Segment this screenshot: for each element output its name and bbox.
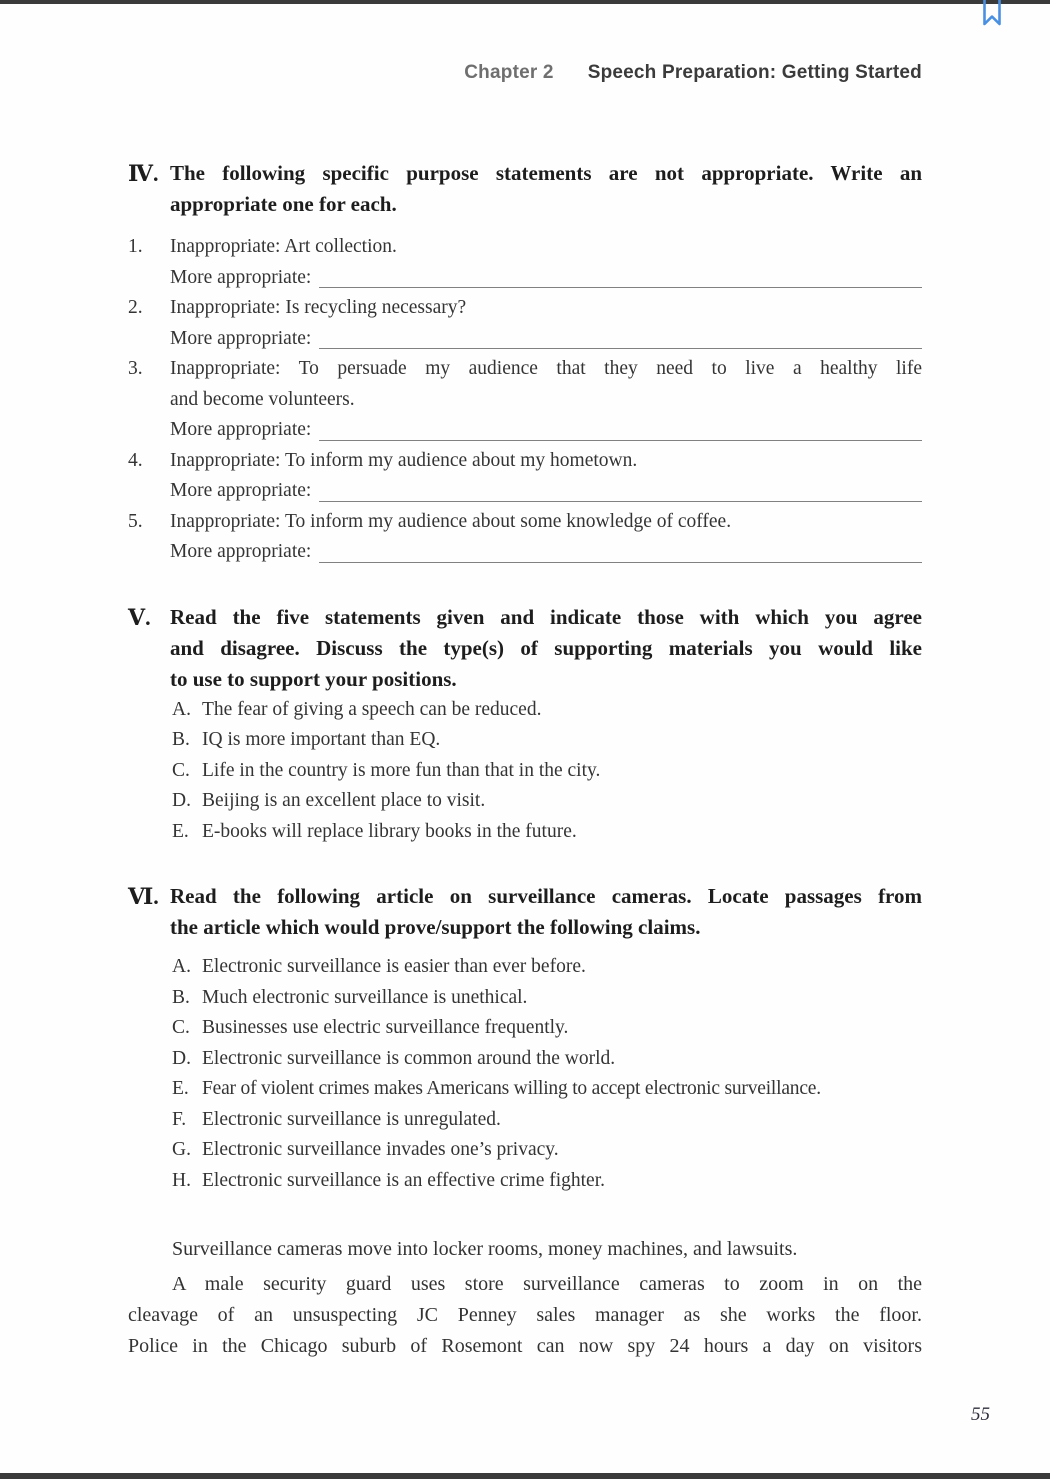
answer-label: More appropriate: — [170, 419, 312, 440]
answer-row — [170, 415, 922, 446]
item-text-line: and become volunteers. — [170, 388, 355, 410]
heading-line: to use to support your positions. — [170, 666, 457, 691]
item-letter: H. — [172, 1169, 191, 1191]
answer-row — [170, 263, 922, 294]
list-item — [172, 817, 922, 848]
item-text: Inappropriate: To inform my audience about some knowledge of coffee. — [170, 510, 732, 532]
answer-row — [170, 324, 922, 355]
heading-line: the article which would prove/support the following claims. — [170, 915, 701, 939]
answer-row — [170, 476, 922, 507]
item-text: Inappropriate: Art collection. — [170, 236, 397, 257]
item-number: 1. — [128, 236, 143, 257]
item-text: IQ is more important than EQ. — [202, 729, 441, 750]
item-letter: G. — [172, 1139, 191, 1160]
chapter-label: Chapter 2 — [464, 62, 554, 83]
list-item — [128, 446, 922, 477]
list-item — [128, 232, 922, 263]
item-letter: F. — [172, 1108, 187, 1130]
item-letter: D. — [172, 1047, 191, 1069]
list-item — [172, 1135, 922, 1166]
section-numeral: Ⅵ. — [128, 884, 159, 909]
article-body-line: A male security guard uses store surveillance cameras to zoom in on the — [172, 1273, 922, 1295]
item-text: Electronic surveillance is unregulated. — [202, 1108, 501, 1130]
page-top-edge — [0, 0, 1050, 4]
answer-blank-line — [319, 537, 922, 563]
item-text: Electronic surveillance is easier than ever before. — [202, 956, 586, 977]
section-vi-list — [172, 952, 922, 1196]
answer-blank-line — [319, 263, 922, 289]
section-iv-heading — [128, 158, 922, 220]
item-text: E-books will replace library books in the future. — [202, 820, 577, 842]
item-text: Much electronic surveillance is unethical. — [202, 986, 528, 1008]
item-text: Businesses use electric surveillance frequently. — [202, 1017, 569, 1038]
heading-line: Read the following article on surveillance cameras. Locate passages from — [170, 884, 922, 908]
article-title-line: Surveillance cameras move into locker rooms, money machines, and lawsuits. — [172, 1238, 798, 1260]
heading-line: and disagree. Discuss the type(s) of supporting materials you would like — [170, 635, 922, 660]
section-iv — [128, 158, 922, 568]
heading-line: appropriate one for each. — [170, 192, 397, 216]
section-numeral: Ⅴ. — [128, 604, 151, 630]
list-item — [172, 695, 922, 726]
answer-blank-line — [319, 415, 922, 441]
answer-blank-line — [319, 324, 922, 350]
item-letter: D. — [172, 790, 191, 811]
section-vi-heading — [128, 881, 922, 943]
item-text: Inappropriate: To inform my audience about my hometown. — [170, 449, 638, 471]
item-letter: A. — [172, 698, 191, 720]
list-item — [128, 507, 922, 538]
item-text: The fear of giving a speech can be reduced. — [202, 698, 542, 720]
item-number: 4. — [128, 449, 143, 471]
item-letter: A. — [172, 956, 191, 977]
list-item — [172, 983, 922, 1014]
item-letter: B. — [172, 986, 190, 1008]
bookmark-icon[interactable] — [980, 0, 1004, 28]
list-item — [172, 1166, 922, 1197]
section-v-heading — [128, 602, 922, 695]
answer-label: More appropriate: — [170, 266, 312, 288]
item-letter: C. — [172, 759, 190, 781]
item-number: 3. — [128, 358, 143, 379]
running-header — [464, 62, 922, 84]
item-text: Electronic surveillance invades one’s privacy. — [202, 1139, 559, 1160]
answer-label: More appropriate: — [170, 327, 312, 349]
answer-blank-line — [319, 476, 922, 502]
page-content — [128, 158, 922, 1362]
item-text: Inappropriate: Is recycling necessary? — [170, 297, 467, 318]
item-text: Fear of violent crimes makes Americans willing to accept electronic surveillance. — [202, 1078, 821, 1099]
list-item — [172, 1105, 922, 1136]
list-item — [172, 1074, 922, 1105]
item-text-line: Inappropriate: To persuade my audience that they need to live a healthy life — [170, 358, 922, 379]
article-body-line: cleavage of an unsuspecting JC Penney sales manager as she works the floor. — [128, 1304, 922, 1326]
answer-row — [170, 537, 922, 568]
heading-line: Read the five statements given and indicate those with which you agree — [170, 604, 922, 629]
section-v — [128, 602, 922, 848]
page-bottom-edge — [0, 1473, 1050, 1479]
item-letter: E. — [172, 1078, 189, 1099]
list-item — [172, 725, 922, 756]
item-text: Life in the country is more fun than that in the city. — [202, 759, 601, 781]
article-body-line: Police in the Chicago suburb of Rosemont can now spy 24 hours a day on visitors — [128, 1335, 922, 1357]
item-text: Beijing is an excellent place to visit. — [202, 790, 486, 811]
section-numeral: Ⅳ. — [128, 161, 159, 186]
list-item — [128, 354, 922, 415]
item-letter: C. — [172, 1017, 190, 1038]
item-number: 5. — [128, 510, 143, 532]
item-text: Electronic surveillance is an effective crime fighter. — [202, 1169, 605, 1191]
heading-line: The following specific purpose statements are not appropriate. Write an — [170, 161, 922, 185]
article-body — [128, 1269, 922, 1362]
section-v-list — [172, 695, 922, 848]
section-vi — [128, 881, 922, 1196]
list-item — [172, 786, 922, 817]
chapter-title: Speech Preparation: Getting Started — [587, 62, 922, 83]
list-item — [172, 952, 922, 983]
item-text: Electronic surveillance is common around the world. — [202, 1047, 616, 1069]
item-text — [170, 354, 922, 415]
list-item — [128, 293, 922, 324]
item-number: 2. — [128, 297, 143, 318]
item-letter: B. — [172, 729, 190, 750]
answer-label: More appropriate: — [170, 541, 312, 562]
section-iv-list — [128, 232, 922, 568]
article-excerpt — [128, 1234, 922, 1362]
answer-label: More appropriate: — [170, 480, 312, 501]
list-item — [172, 1013, 922, 1044]
list-item — [172, 1044, 922, 1075]
item-letter: E. — [172, 820, 189, 842]
page-number: 55 — [971, 1404, 990, 1425]
list-item — [172, 756, 922, 787]
